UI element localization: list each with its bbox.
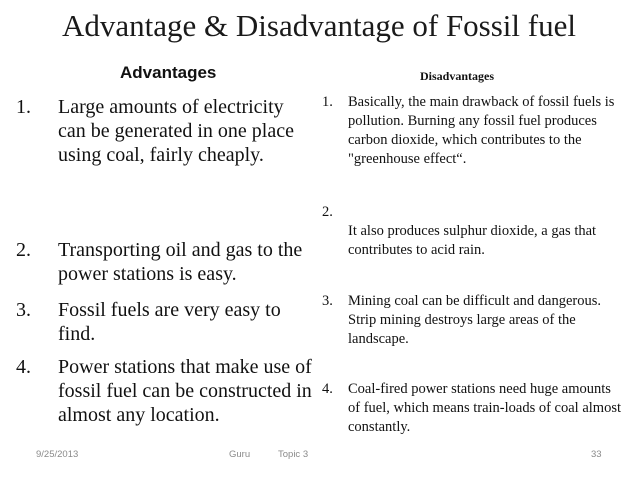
advantage-text: Transporting oil and gas to the power stations is easy. [58,239,303,285]
disadvantage-text: Basically, the main drawback of fossil fuels is pollution. Burning any fossil fuel produces carbon dioxide, which contributes to the "greenhouse effect“. [348,94,615,167]
advantage-number: 4. [16,356,31,378]
disadvantage-number: 4. [322,381,333,397]
footer-date: 9/25/2013 [36,449,79,460]
disadvantage-text: Coal-fired power stations need huge amounts of fuel, which means train-loads of coal almost constantly. [348,381,622,435]
disadvantage-item [322,93,622,169]
disadvantage-text: It also produces sulphur dioxide, a gas that contributes to acid rain. [348,223,597,258]
disadvantage-number: 2. [322,204,333,220]
disadvantage-item [322,380,622,437]
advantage-number: 3. [16,299,31,321]
advantage-number: 1. [16,96,31,118]
disadvantage-number: 3. [322,293,333,309]
disadvantage-text: Mining coal can be difficult and dangerous. Strip mining destroys large areas of the landscape. [348,293,602,347]
disadvantages-heading: Disadvantages [420,69,495,83]
disadvantage-number: 1. [322,94,333,110]
footer-page-number: 33 [591,449,602,460]
disadvantage-item [322,203,622,260]
advantages-heading: Advantages [120,63,217,82]
advantage-item [16,238,316,286]
footer-author: Guru [229,449,251,460]
advantage-item [16,95,316,167]
advantage-item [16,298,316,346]
advantage-number: 2. [16,239,31,261]
advantage-text: Power stations that make use of fossil fuel can be constructed in almost any location. [58,356,312,426]
slide-title: Advantage & Disadvantage of Fossil fuel [62,8,576,43]
footer-topic: Topic 3 [278,449,309,460]
disadvantage-item [322,292,622,349]
advantage-text: Large amounts of electricity can be generated in one place using coal, fairly cheaply. [58,96,294,166]
advantage-item [16,355,316,427]
advantage-text: Fossil fuels are very easy to find. [58,299,281,345]
